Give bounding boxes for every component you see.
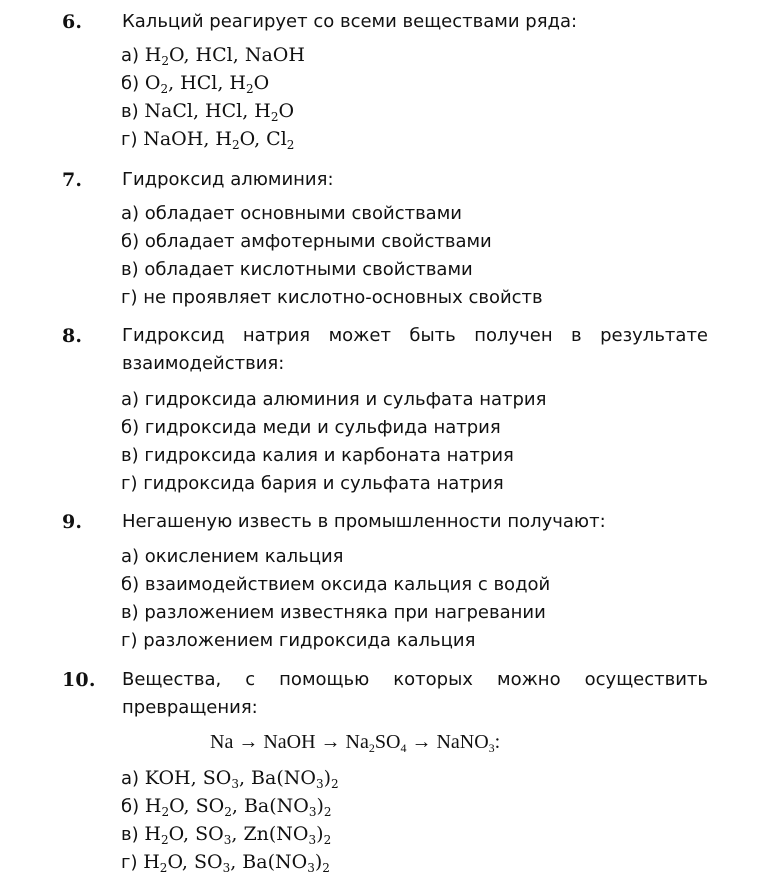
option-formula: $H_2O$, $SO_3$, $Zn(NO_3)_2$ <box>144 823 332 847</box>
option-formula: $O_2$, HCl, $H_2O$ <box>144 72 270 96</box>
option-text: гидроксида калия и карбоната натрия <box>144 445 514 466</box>
option-letter: в) <box>121 824 139 845</box>
option-c <box>121 820 331 849</box>
transformation-scheme: Na → NaOH → $Na_2SO_4$ → NaNO$_3$: <box>210 731 501 755</box>
question-text-continued: взаимодействия: <box>122 353 285 374</box>
option-letter: а) <box>121 768 140 789</box>
option-b <box>121 792 332 821</box>
option-a <box>121 386 546 414</box>
option-letter: б) <box>121 796 140 817</box>
option-letter: б) <box>121 574 140 595</box>
option-text: взаимодействием оксида кальция с водой <box>144 574 551 595</box>
option-c <box>121 599 546 627</box>
option-letter: б) <box>121 417 140 438</box>
option-letter: а) <box>121 546 140 567</box>
option-formula: $H_2O$, $SO_3$, $Ba(NO_3)_2$ <box>143 851 330 875</box>
question-text: Гидроксид алюминия: <box>122 169 334 190</box>
question-text-continued: превращения: <box>122 697 258 718</box>
option-d <box>121 848 330 877</box>
option-b <box>121 228 492 256</box>
question-number: 10. <box>62 669 96 691</box>
question-number: 7. <box>62 169 83 191</box>
option-text: окислением кальция <box>144 546 344 567</box>
option-text: обладает кислотными свойствами <box>144 259 473 280</box>
option-text: разложением гидроксида кальция <box>143 630 476 651</box>
option-letter: г) <box>121 473 138 494</box>
option-d <box>121 470 504 498</box>
option-letter: б) <box>121 73 140 94</box>
option-d <box>121 125 294 154</box>
option-letter: г) <box>121 630 138 651</box>
question-number: 6. <box>62 11 83 33</box>
option-c <box>121 256 473 284</box>
option-formula: NaCl, HCl, $H_2O$ <box>144 100 295 124</box>
option-letter: в) <box>121 445 139 466</box>
option-text: не проявляет кислотно-основных свойств <box>143 287 543 308</box>
question-text: Кальций реагирует со всеми веществами ряда: <box>122 11 578 32</box>
option-letter: г) <box>121 852 138 873</box>
option-letter: г) <box>121 129 138 150</box>
option-text: гидроксида бария и сульфата натрия <box>143 473 504 494</box>
option-letter: в) <box>121 259 139 280</box>
option-letter: а) <box>121 203 140 224</box>
question-number: 8. <box>62 325 83 347</box>
option-d <box>121 284 543 312</box>
option-b <box>121 69 269 98</box>
option-letter: в) <box>121 602 139 623</box>
option-a <box>121 764 339 793</box>
option-d <box>121 627 475 655</box>
option-letter: г) <box>121 287 138 308</box>
option-text: гидроксида меди и сульфида натрия <box>144 417 501 438</box>
option-a <box>121 543 344 571</box>
option-a <box>121 200 462 228</box>
question-text: Гидроксид натрия может быть получен в результате <box>122 325 708 346</box>
option-c <box>121 97 294 126</box>
option-letter: в) <box>121 101 139 122</box>
question-number: 9. <box>62 511 83 533</box>
option-letter: а) <box>121 45 140 66</box>
option-formula: $H_2O$, HCl, NaOH <box>144 44 305 68</box>
option-a <box>121 41 305 70</box>
option-text: обладает основными свойствами <box>144 203 462 224</box>
option-text: разложением известняка при нагревании <box>144 602 546 623</box>
option-letter: а) <box>121 389 140 410</box>
question-text: Вещества, с помощью которых можно осуществить <box>122 669 708 690</box>
option-text: обладает амфотерными свойствами <box>144 231 492 252</box>
option-text: гидроксида алюминия и сульфата натрия <box>144 389 547 410</box>
option-c <box>121 442 514 470</box>
option-formula: $H_2O$, $SO_2$, $Ba(NO_3)_2$ <box>144 795 332 819</box>
option-formula: KOH, $SO_3$, $Ba(NO_3)_2$ <box>144 767 339 791</box>
option-b <box>121 571 550 599</box>
option-letter: б) <box>121 231 140 252</box>
option-b <box>121 414 501 442</box>
option-formula: NaOH, $H_2O$, $Cl_2$ <box>143 128 295 152</box>
question-text: Негашеную известь в промышленности получают: <box>122 511 606 532</box>
